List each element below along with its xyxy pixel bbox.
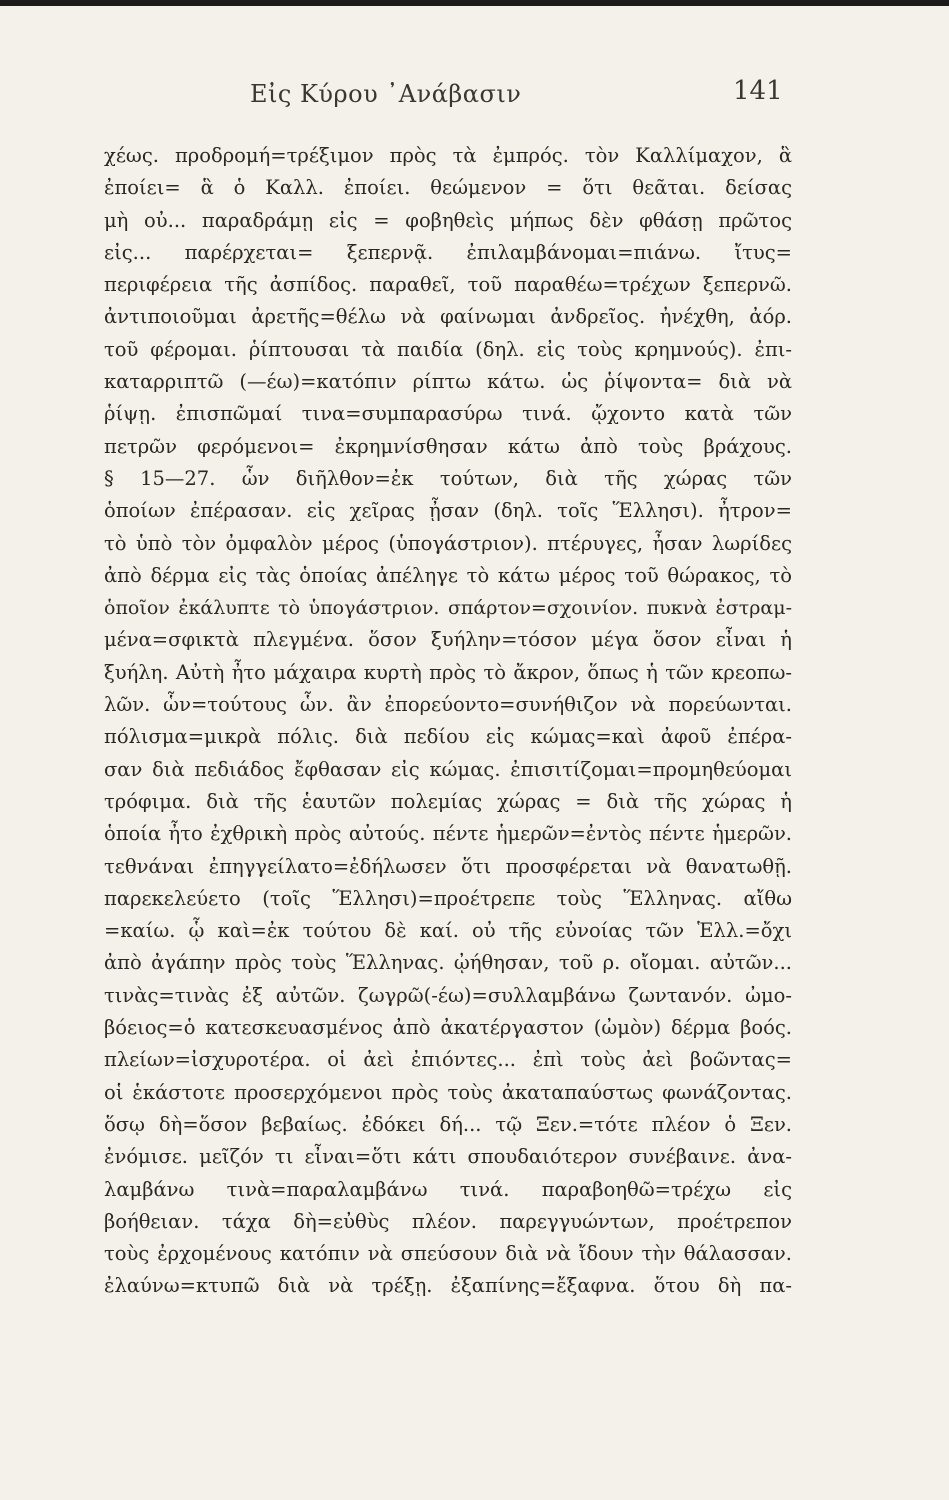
text-line: § 15—27. ὧν διῆλθον=ἐκ τούτων, διὰ τῆς χώρας τῶν: [104, 466, 792, 490]
running-title: Εἰς Κύρου ᾿Ανάβασιν: [250, 80, 522, 108]
text-line: τεθνάναι ἐπηγγείλατο=ἐδήλωσεν ὅτι προσφέρεται νὰ θανατωθῇ.: [104, 854, 792, 878]
text-line: τινὰς=τινὰς ἐξ αὐτῶν. ζωγρῶ(-έω)=συλλαμβάνω ζωντανόν. ὠμο-: [104, 983, 792, 1007]
text-line: ὁποίων ἐπέρασαν. εἰς χεῖρας ᾖσαν (δηλ. τοῖς Ἕλλησι). ἦτρον=: [104, 499, 792, 523]
text-line: ἀπὸ δέρμα εἰς τὰς ὁποίας ἀπέληγε τὸ κάτω μέρος τοῦ θώρακος, τὸ: [104, 563, 792, 587]
text-line: τοὺς ἐρχομένους κατόπιν νὰ σπεύσουν διὰ νὰ ἴδουν τὴν θάλασσαν.: [104, 1242, 792, 1266]
text-line: σαν διὰ πεδιάδος ἔφθασαν εἰς κώμας. ἐπισιτίζομαι=προμηθεύομαι: [104, 757, 792, 781]
text-line: τρόφιμα. διὰ τῆς ἑαυτῶν πολεμίας χώρας = διὰ τῆς χώρας ἡ: [104, 789, 792, 813]
text-line: εἰς... παρέρχεται= ξεπερνᾷ. ἐπιλαμβάνομαι=πιάνω. ἴτυς=: [104, 240, 792, 264]
text-line: καταρριπτῶ (—έω)=κατόπιν ρίπτω κάτω. ὡς ῥίψοντα= διὰ νὰ: [104, 370, 792, 394]
text-line: ἐποίει= ἃ ὁ Καλλ. ἐποίει. θεώμενον = ὅτι θεᾶται. δείσας: [104, 176, 792, 200]
text-line: βοήθειαν. τάχα δὴ=εὐθὺς πλέον. παρεγγυώντων, προέτρεπον: [104, 1209, 792, 1233]
text-line: χέως. προδρομή=τρέξιμον πρὸς τὰ ἐμπρός. τὸν Καλλίμαχον, ἃ: [104, 144, 792, 167]
text-line: ὁποία ἦτο ἐχθρικὴ πρὸς αὐτούς. πέντε ἡμερῶν=ἐντὸς πέντε ἡμερῶν.: [104, 822, 792, 846]
page-number: 141: [733, 76, 783, 106]
text-line: οἱ ἑκάστοτε προσερχόμενοι πρὸς τοὺς ἀκαταπαύστως φωνάζοντας.: [104, 1080, 792, 1104]
text-line: λαμβάνω τινὰ=παραλαμβάνω τινά. παραβοηθῶ=τρέχω εἰς: [104, 1177, 792, 1201]
text-line: τὸ ὑπὸ τὸν ὀμφαλὸν μέρος (ὑπογάστριον). πτέρυγες, ἦσαν λωρίδες: [104, 531, 792, 555]
text-line: πετρῶν φερόμενοι= ἐκρημνίσθησαν κάτω ἀπὸ τοὺς βράχους.: [104, 434, 792, 458]
text-line: ἀντιποιοῦμαι ἀρετῆς=θέλω νὰ φαίνωμαι ἀνδρεῖος. ἠνέχθη, ἀόρ.: [104, 305, 792, 329]
text-line: περιφέρεια τῆς ἀσπίδος. παραθεῖ, τοῦ παραθέω=τρέχων ξεπερνῶ.: [104, 273, 792, 297]
text-line: ὁποῖον ἐκάλυπτε τὸ ὑπογάστριον. σπάρτον=σχοινίον. πυκνὰ ἐστραμ-: [104, 597, 792, 620]
text-line: τοῦ φέρομαι. ῥίπτουσαι τὰ παιδία (δηλ. εἰς τοὺς κρημνούς). ἐπι-: [104, 337, 792, 361]
text-line: πλείων=ἰσχυροτέρα. οἱ ἀεὶ ἐπιόντες... ἐπὶ τοὺς ἀεὶ βοῶντας=: [104, 1048, 792, 1072]
text-line: παρεκελεύετο (τοῖς Ἕλλησι)=προέτρεπε τοὺς Ἕλληνας. αἴθω: [104, 886, 792, 910]
text-line: ἐλαύνω=κτυπῶ διὰ νὰ τρέξῃ. ἐξαπίνης=ἔξαφνα. ὅτου δὴ πα-: [104, 1274, 792, 1298]
text-line: ῥίψῃ. ἐπισπῶμαί τινα=συμπαρασύρω τινά. ᾤχοντο κατὰ τῶν: [104, 402, 792, 426]
text-line: βόειος=ὁ κατεσκευασμένος ἀπὸ ἀκατέργαστον (ὠμὸν) δέρμα βοός.: [104, 1016, 792, 1040]
text-line: πόλισμα=μικρὰ πόλις. διὰ πεδίου εἰς κώμας=καὶ ἀφοῦ ἐπέρα-: [104, 725, 792, 749]
page-header: [0, 74, 949, 114]
text-line: μένα=σφικτὰ πλεγμένα. ὅσον ξυήλην=τόσον μέγα ὅσον εἶναι ἡ: [104, 628, 792, 652]
text-line: ἀπὸ ἀγάπην πρὸς τοὺς Ἕλληνας. ᾠήθησαν, τοῦ ρ. οἴομαι. αὐτῶν...: [104, 951, 792, 975]
text-line: ὅσῳ δὴ=ὅσον βεβαίως. ἐδόκει δή... τῷ Ξεν.=τότε πλέον ὁ Ξεν.: [104, 1112, 792, 1136]
text-line: λῶν. ὧν=τούτους ὧν. ἂν ἐπορεύοντο=συνήθιζον νὰ πορεύωνται.: [104, 693, 792, 717]
text-line: ἐνόμισε. μεῖζόν τι εἶναι=ὅτι κάτι σπουδαιότερον συνέβαινε. ἀνα-: [104, 1145, 792, 1169]
text-line: =καίω. ᾧ καὶ=ἐκ τούτου δὲ καί. οὐ τῆς εὐνοίας τῶν Ἑλλ.=ὄχι: [104, 919, 792, 943]
body-text: [104, 140, 792, 1303]
text-line: μὴ οὐ... παραδράμῃ εἰς = φοβηθεὶς μήπως δὲν φθάσῃ πρῶτος: [104, 208, 792, 232]
text-line: ξυήλη. Αὐτὴ ἦτο μάχαιρα κυρτὴ πρὸς τὸ ἄκρον, ὅπως ἡ τῶν κρεοπω-: [104, 660, 792, 684]
